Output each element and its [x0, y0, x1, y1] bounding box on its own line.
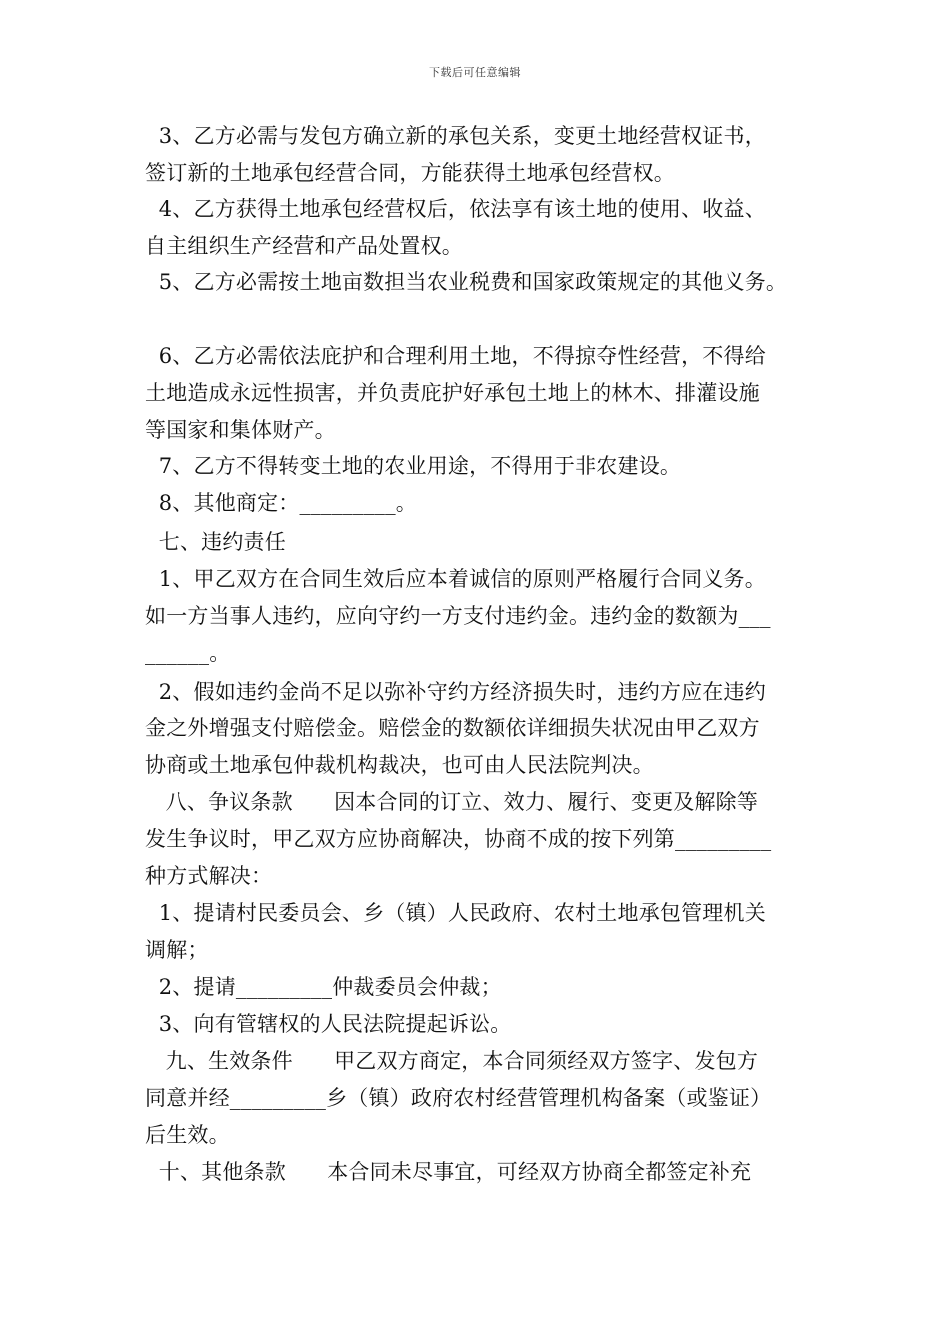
text-line: 后生效。 — [145, 1123, 230, 1147]
text-line: 1、提请村民委员会、乡（镇）人民政府、农村土地承包管理机关 — [145, 901, 766, 925]
text-line: 签订新的土地承包经营合同，方能获得土地承包经营权。 — [145, 161, 675, 185]
section-heading: 八、争议条款 因本合同的订立、效力、履行、变更及解除等 — [145, 790, 759, 814]
text-line: 5、乙方必需按土地亩数担当农业税费和国家政策规定的其他义务。 — [145, 270, 788, 294]
section-heading: 九、生效条件 甲乙双方商定，本合同须经双方签字、发包方 — [145, 1049, 759, 1073]
text-line: 7、乙方不得转变土地的农业用途，不得用于非农建设。 — [145, 454, 682, 478]
text-line: 3、向有管辖权的人民法院提起诉讼。 — [145, 1012, 512, 1036]
text-line: 等国家和集体财产。 — [145, 418, 336, 442]
text-line: 自主组织生产经营和产品处置权。 — [145, 234, 463, 258]
text-line: 如一方当事人违约，应向守约一方支付违约金。违约金的数额为___ — [145, 604, 771, 628]
text-line: 金之外增强支付赔偿金。赔偿金的数额依详细损失状况由甲乙双方 — [145, 716, 760, 740]
text-line: 发生争议时，甲乙双方应协商解决，协商不成的按下列第_________ — [145, 827, 772, 851]
text-line: 8、其他商定：_________。 — [145, 491, 418, 515]
section-heading: 十、其他条款 本合同未尽事宜，可经双方协商全都签定补充 — [145, 1160, 752, 1184]
text-line: 调解； — [145, 938, 209, 962]
text-line: ______。 — [145, 641, 231, 665]
text-line: 协商或土地承包仲裁机构裁决，也可由人民法院判决。 — [145, 753, 654, 777]
text-line: 6、乙方必需依法庇护和合理利用土地，不得掠夺性经营，不得给 — [145, 344, 766, 368]
text-line: 种方式解决： — [145, 864, 273, 888]
text-line: 土地造成永远性损害，并负责庇护好承包土地上的林木、排灌设施 — [145, 381, 760, 405]
text-line: 4、乙方获得土地承包经营权后，依法享有该土地的使用、收益、 — [145, 197, 766, 221]
text-line: 同意并经_________乡（镇）政府农村经营管理机构备案（或鉴证） — [145, 1086, 772, 1110]
section-heading: 七、违约责任 — [145, 530, 286, 554]
text-line: 1、甲乙双方在合同生效后应本着诚信的原则严格履行合同义务。 — [145, 567, 766, 591]
text-line: 2、提请_________仲裁委员会仲裁； — [145, 975, 502, 999]
text-line: 2、假如违约金尚不足以弥补守约方经济损失时，违约方应在违约 — [145, 680, 766, 704]
page-header-note: 下载后可任意编辑 — [429, 66, 521, 79]
text-line: 3、乙方必需与发包方确立新的承包关系，变更土地经营权证书， — [145, 124, 766, 148]
